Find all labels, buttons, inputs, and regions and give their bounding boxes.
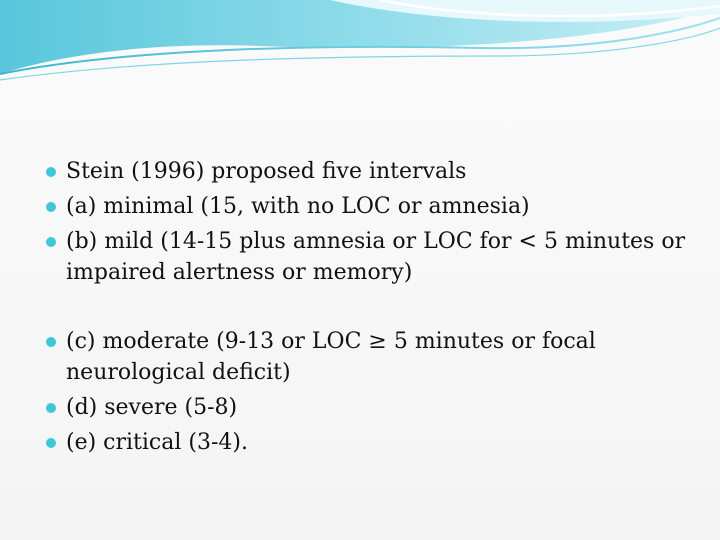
bullet-text: (b) mild (14-15 plus amnesia or LOC for < 5 minutes or impaired alertness or memory) xyxy=(66,229,686,285)
list-item xyxy=(46,191,686,222)
circle-bullet-icon xyxy=(46,237,56,247)
list-item xyxy=(46,226,686,288)
header-swoosh-decoration xyxy=(0,0,720,90)
bullet-content xyxy=(46,156,686,462)
circle-bullet-icon xyxy=(46,202,56,212)
list-item xyxy=(46,427,686,458)
circle-bullet-icon xyxy=(46,403,56,413)
bullet-text: (c) moderate (9-13 or LOC ≥ 5 minutes or focal neurological deficit) xyxy=(66,329,596,385)
circle-bullet-icon xyxy=(46,337,56,347)
bullet-text: (e) critical (3-4). xyxy=(66,430,248,455)
list-item xyxy=(46,156,686,187)
circle-bullet-icon xyxy=(46,167,56,177)
bullet-list xyxy=(46,156,686,458)
list-item xyxy=(46,392,686,423)
bullet-text: (a) minimal (15, with no LOC or amnesia) xyxy=(66,194,530,219)
bullet-text: Stein (1996) proposed five intervals xyxy=(66,159,467,184)
bullet-text: (d) severe (5-8) xyxy=(66,395,238,420)
list-item xyxy=(46,326,686,388)
circle-bullet-icon xyxy=(46,438,56,448)
